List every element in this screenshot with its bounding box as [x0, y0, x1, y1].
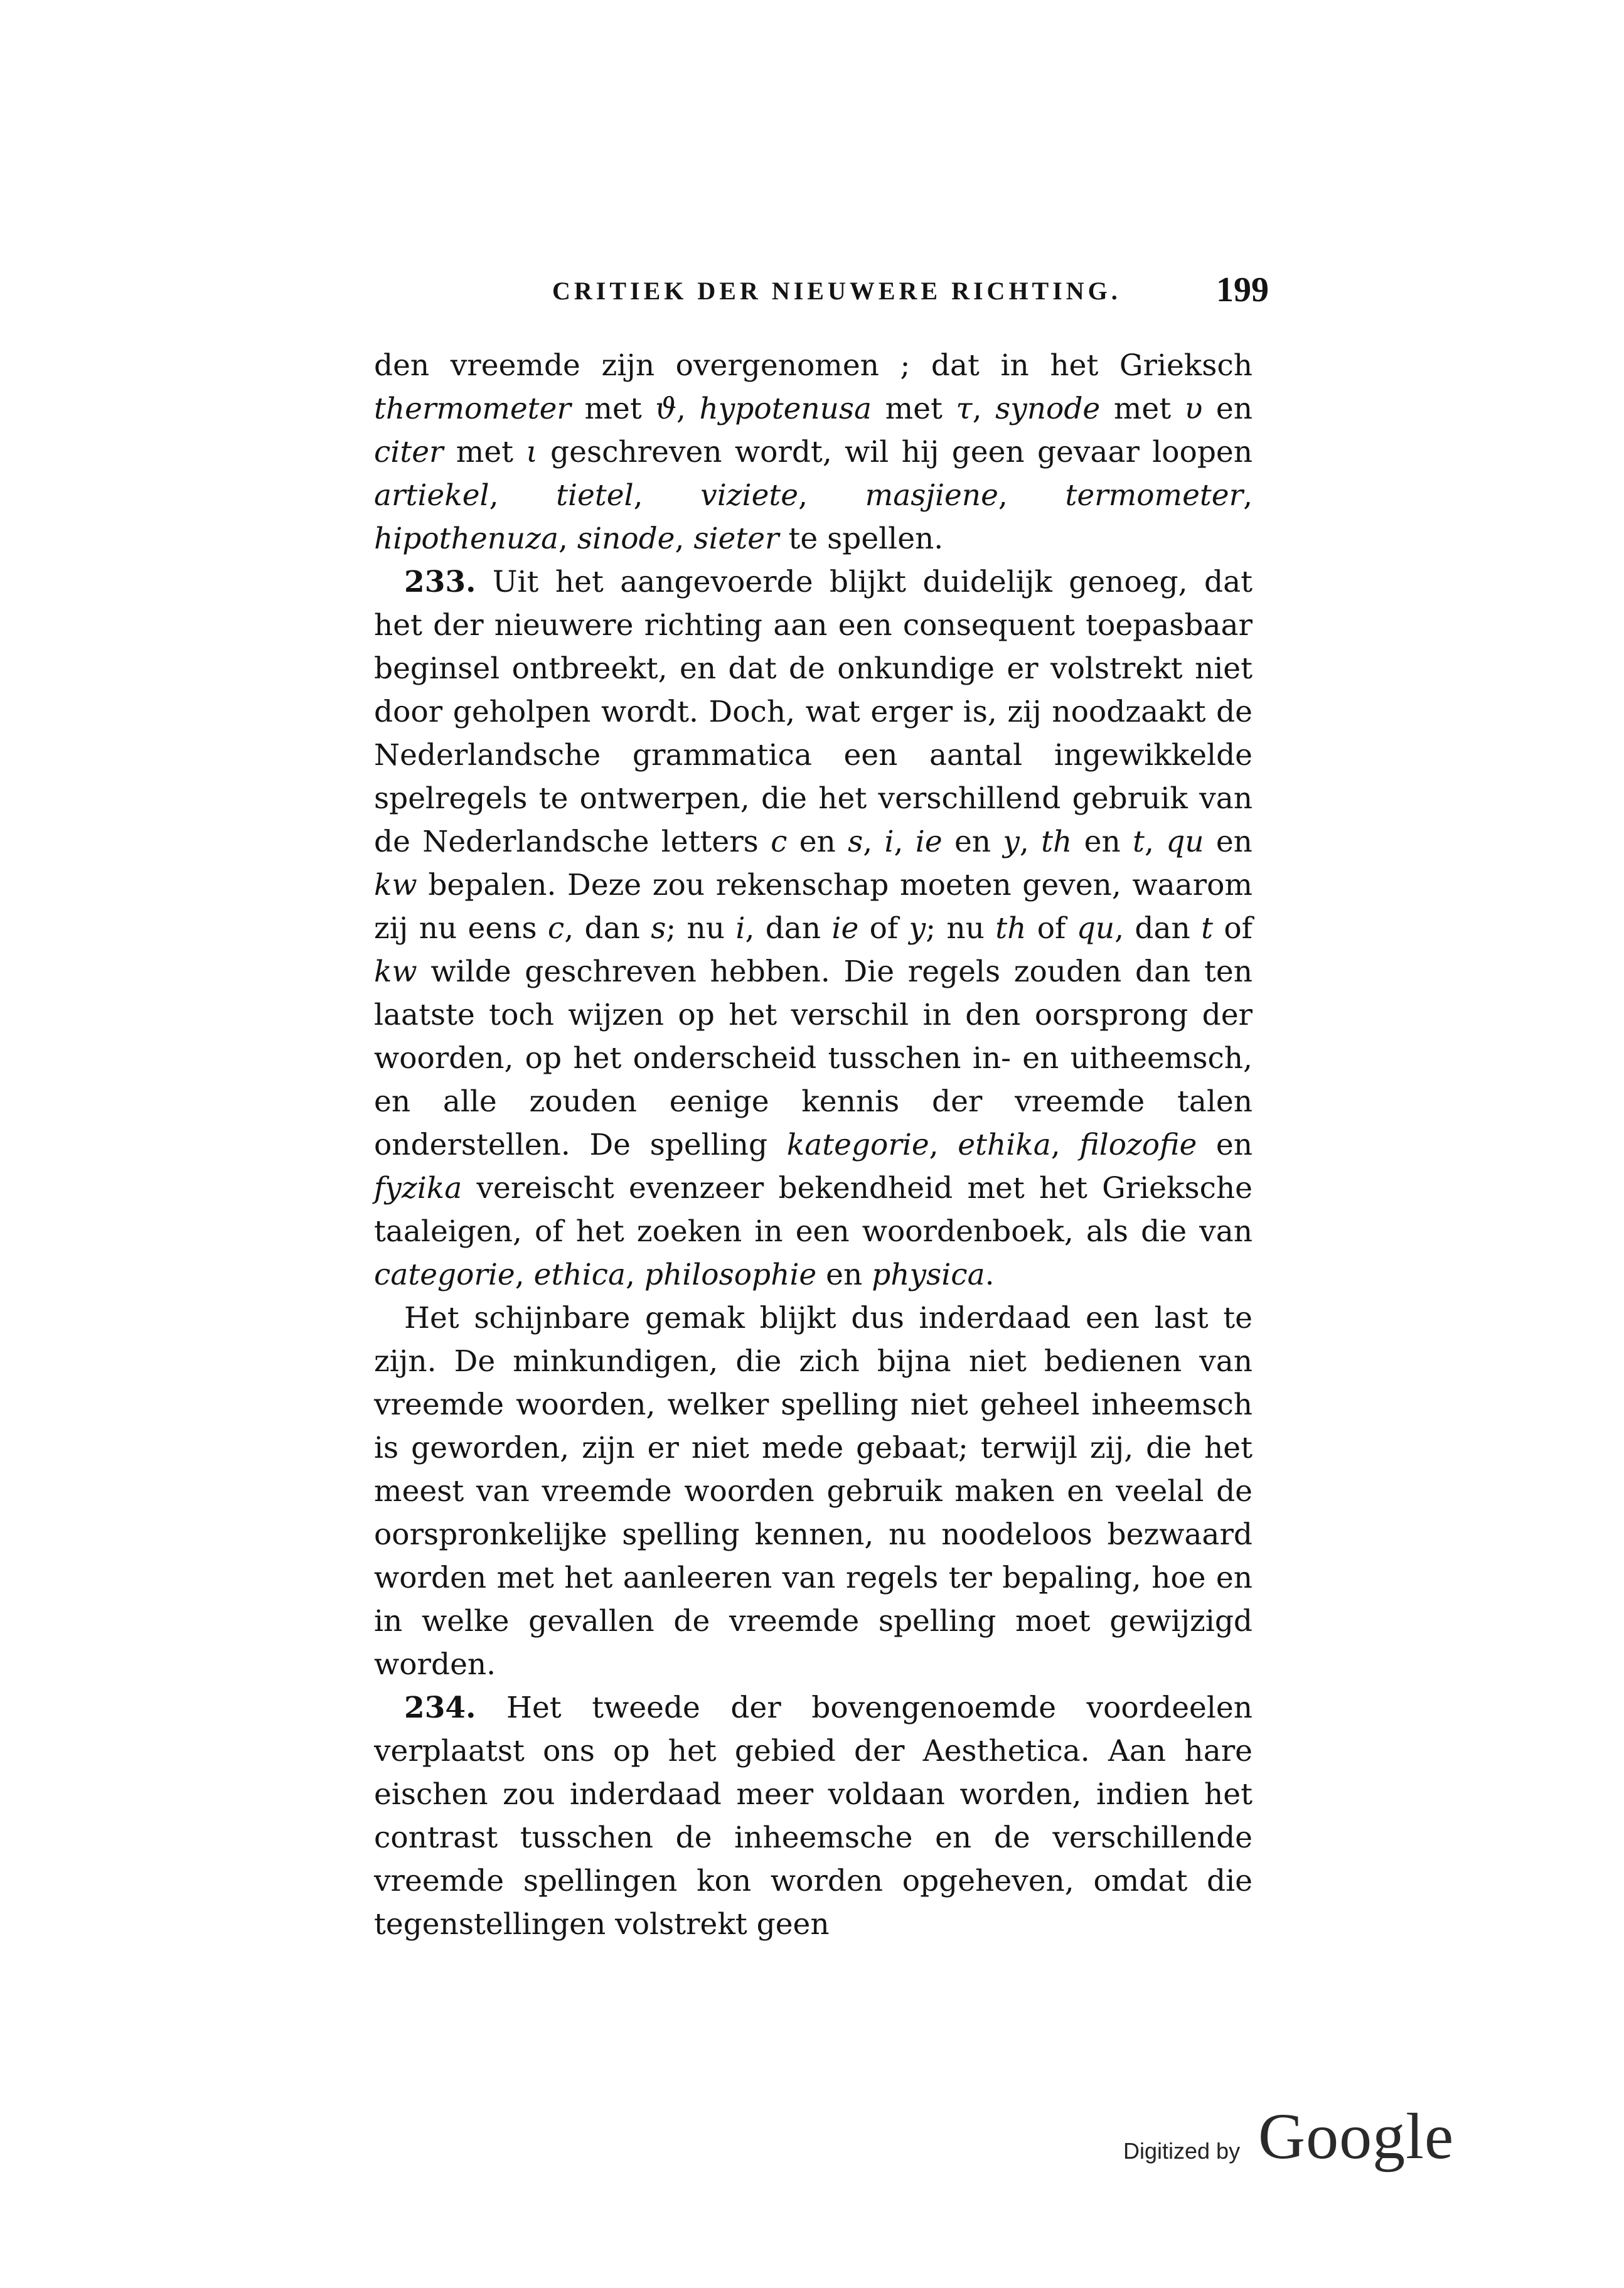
text-run: , dan: [1114, 911, 1202, 946]
text-run: of: [1213, 911, 1253, 946]
text-run: en: [1204, 825, 1253, 859]
text-run: ,: [515, 1258, 534, 1292]
text-run: ; nu: [666, 911, 736, 946]
italic-term: citer: [374, 435, 444, 469]
text-run: ,: [558, 521, 577, 556]
italic-term: kw: [374, 954, 417, 989]
text-run: , dan: [564, 911, 651, 946]
text-run: ,: [675, 521, 694, 556]
text-run: ,: [972, 392, 996, 426]
italic-term: fyzika: [374, 1171, 462, 1205]
text-run: ,: [1243, 478, 1253, 513]
italic-term: masjiene: [865, 478, 998, 513]
section-paragraph: [374, 1686, 1253, 1946]
italic-term: τ: [956, 392, 973, 426]
italic-term: s: [848, 825, 863, 859]
text-run: of: [858, 911, 909, 946]
text-run: , dan: [745, 911, 832, 946]
text-run: bepalen. Deze zou rekenschap moeten geven, waarom zij nu eens: [374, 868, 1253, 946]
google-logo: Google: [1258, 2100, 1455, 2173]
text-run: Het tweede der bovengenoemde voordeelen verplaatst ons op het gebied der Aesthetica. Aan hare eischen zou inderdaad meer voldaan worden, indien het contrast tusschen de inheemsche en de verschillende vreemde spellingen kon worden opgeheven, omdat die tegenstellingen volstrekt geen: [374, 1691, 1253, 1942]
italic-term: th: [1041, 825, 1072, 859]
italic-term: qu: [1166, 825, 1204, 859]
text-run: Uit het aangevoerde blijkt duidelijk genoeg, dat het der nieuwere richting aan een consequent toepasbaar beginsel ontbreekt, en dat de onkundige er volstrekt niet door geholpen wordt. Doch, wat erger is, zij noodzaakt de Nederlandsche grammatica een aantal ingewikkelde spelregels te ontwerpen, die het verschillend gebruik van de Nederlandsche letters: [374, 565, 1253, 859]
text-run: ,: [676, 392, 700, 426]
italic-term: viziete: [700, 478, 799, 513]
italic-term: sinode: [577, 521, 675, 556]
text-run: ,: [633, 478, 701, 513]
italic-term: kategorie: [786, 1128, 929, 1162]
text-run: en: [942, 825, 1003, 859]
text-run: wilde geschreven hebben. Die regels zouden dan ten laatste toch wijzen op het verschil in den oorsprong der woorden, op het onderscheid tusschen in- en uitheemsch, en alle zouden eenige kennis der vreemde talen onderstellen. De spelling: [374, 954, 1253, 1162]
italic-term: artiekel: [374, 478, 489, 513]
italic-term: th: [995, 911, 1027, 946]
text-run: ,: [863, 825, 885, 859]
section-number: 233.: [404, 565, 476, 599]
text-run: met: [443, 435, 526, 469]
body-text: [374, 344, 1253, 1946]
italic-term: y: [1003, 825, 1020, 859]
italic-term: philosophie: [644, 1258, 817, 1292]
italic-term: t: [1133, 825, 1145, 859]
section-number: 234.: [404, 1691, 476, 1725]
text-run: en: [816, 1258, 872, 1292]
italic-term: tietel: [556, 478, 634, 513]
italic-term: i: [735, 911, 745, 946]
text-run: met: [570, 392, 656, 426]
italic-term: c: [771, 825, 788, 859]
paragraph: [374, 1296, 1253, 1686]
italic-term: ie: [831, 911, 859, 946]
text-run: te spellen.: [779, 521, 944, 556]
italic-term: ethika: [958, 1128, 1051, 1162]
italic-term: ϑ: [655, 392, 676, 426]
italic-term: c: [547, 911, 565, 946]
text-run: en: [1072, 825, 1133, 859]
italic-term: ι: [526, 435, 538, 469]
italic-term: thermometer: [374, 392, 571, 426]
italic-term: sieter: [693, 521, 779, 556]
italic-term: kw: [374, 868, 417, 902]
italic-term: i: [884, 825, 894, 859]
text-run: ,: [1050, 1128, 1080, 1162]
italic-term: categorie: [374, 1258, 515, 1292]
text-run: en: [1202, 392, 1253, 426]
italic-term: termometer: [1065, 478, 1244, 513]
italic-term: ie: [915, 825, 943, 859]
text-run: ,: [626, 1258, 644, 1292]
text-run: en: [787, 825, 848, 859]
text-run: en: [1197, 1128, 1253, 1162]
text-run: Het schijnbare gemak blijkt dus inderdaad een last te zijn. De minkundigen, die zich bijna niet bedienen van vreemde woorden, welker spelling niet geheel inheemsch is geworden, zijn er niet mede gebaat; terwijl zij, die het meest van vreemde woorden gebruik maken en veelal de oorspronkelijke spelling kennen, nu noodeloos bezwaard worden met het aanleeren van regels ter bepaling, hoe en in welke gevallen de vreemde spelling moet gewijzigd worden.: [374, 1301, 1253, 1682]
paragraph: [374, 344, 1253, 560]
italic-term: s: [651, 911, 666, 946]
italic-term: filozofie: [1079, 1128, 1197, 1162]
text-run: ,: [489, 478, 557, 513]
running-title: CRITIEK DER NIEUWERE RICHTING.: [552, 277, 1121, 305]
text-run: ,: [1019, 825, 1042, 859]
italic-term: hypotenusa: [699, 392, 872, 426]
text-run: ,: [1144, 825, 1167, 859]
text-run: vereischt evenzeer bekendheid met het Grieksche taaleigen, of het zoeken in een woordenboek, als die van: [374, 1171, 1253, 1249]
italic-term: y: [909, 911, 926, 946]
section-paragraph: [374, 560, 1253, 1296]
digitized-label: Digitized by: [1123, 2138, 1241, 2164]
page-header: [552, 270, 1269, 314]
italic-term: qu: [1076, 911, 1115, 946]
text-run: ,: [998, 478, 1066, 513]
text-run: den vreemde zijn overgenomen ; dat in het Grieksch: [374, 348, 1253, 383]
italic-term: t: [1201, 911, 1213, 946]
text-run: ; nu: [926, 911, 996, 946]
italic-term: synode: [995, 392, 1101, 426]
page-number: 199: [1216, 270, 1269, 309]
italic-term: hipothenuza: [374, 521, 558, 556]
italic-term: physica: [872, 1258, 985, 1292]
text-run: ,: [798, 478, 865, 513]
digitized-watermark: [1123, 2099, 1475, 2173]
text-run: ,: [894, 825, 916, 859]
text-run: met: [1100, 392, 1185, 426]
text-run: .: [985, 1258, 995, 1292]
italic-term: ethica: [533, 1258, 626, 1292]
text-run: met: [872, 392, 956, 426]
text-run: of: [1026, 911, 1077, 946]
italic-term: υ: [1184, 392, 1203, 426]
text-run: ,: [929, 1128, 958, 1162]
text-run: geschreven wordt, wil hij geen gevaar loopen: [537, 435, 1253, 469]
